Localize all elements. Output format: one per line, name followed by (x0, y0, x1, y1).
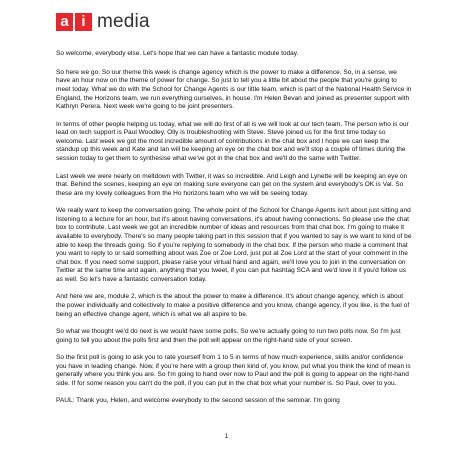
transcript-paragraph: And here we are, module 2, which is the about the power to make a difference. It's about change agency, which is about the power individually and collectively to make a positive difference and you know, change agency, if you like, is the fuel of being an effective change agent, which is what we all aspire to be. (56, 293, 410, 318)
transcript-paragraph: Last week we were nearly on meltdown with Twitter, it was so incredible. And Leigh and Lynette will be keeping an eye on that. Behind the scenes, keeping an eye on making sure everyone can get on the system and everybody's OK is Val. So these are my lovely colleagues from the Ho horizons team who we will be seeing today. (56, 172, 408, 197)
transcript-paragraph: In terms of other people helping us today, what we will do first of all is we will look at our tech team. The person who is our lead on tech support is Paul Woodley. Olly is troubleshooting with Steve. Steve joined us for the first time today so welcome. Last week we got the most incredible amount of contributions in the chat box and I hope we can keep the standup up this week and Kate and Ian will be keeping an eye on the chat box and we'll stop a couple of times during the session today to get them to synthesise what we've got in the chat box and we'll do the same with Twitter. (56, 120, 409, 163)
transcript-body (56, 50, 412, 415)
transcript-paragraph: So here we go. So our theme this week is change agency which is the power to make a difference. So, in a sense, we have an hour now on the theme of power for change. So just to tell you a little bit about the people that you're going to meet today. What we do with the School for Change Agents is our little team, which is part of the National Health Service in England, the Horizons team, we run everything ourselves, in house. I'm Helen Bevan and joined as presenter support with Kathryn Perera. Next week we're going to be joint presenters. (56, 68, 412, 111)
ai-media-logo (56, 11, 150, 33)
page-number: 1 (224, 433, 229, 440)
logo-letter-i: i (75, 13, 92, 31)
logo-letter-a: a (56, 13, 73, 31)
transcript-paragraph: So the first poll is going to ask you to rate yourself from 1 to 5 in terms of how much experience, skills and/or confidence you have in leading change. Now, if you're here with a group then kind of, you know, put what you think the kind of mean is generally where you think you are. So I'm going to hand over now to Paul and the poll is going to appear on the right-hand side. If for some reason you can't do the poll, if you can put in the chat box what your number is. So Paul, over to you. (56, 354, 411, 387)
transcript-paragraph: We really want to keep the conversation going. The whole point of the School for Change Agents isn't about just sitting and listening to a lecture for an hour, but it's about having conversations, it's about having connections. So please use the chat box to contribute. Last week we got an incredible number of ideas and resources from that chat box. I'm going to make it available to everybody. There's so many people taking part in this session that if you wanted to say is we want to kind of be able to keep the threads going. So if you're replying to somebody in the chat box. If the person who made a comment that you want to reply to or said something about was Zoe or Zoe Lord, just put at Zoe Lord at the start of your comment in the chat box. If you need some support, please raise your virtual hand and again, we'll love you to join in the conversation on Twitter at the same time and again, anything that you tweet, if you can put hashtag SCA and we'd love it if you'd follow us as well. So let's have a fantastic conversation today. (56, 207, 412, 283)
transcript-paragraph: So what we thought we'd do next is we would have some polls. So we're actually going to run two polls now. So I'm just going to tell you about the polls first and then the poll will appear on the right-hand side of your screen. (56, 328, 401, 344)
logo-wordmark: media (97, 11, 150, 32)
transcript-paragraph: So welcome, everybody else. Let's hope that we can have a fantastic module today. (56, 50, 299, 57)
transcript-paragraph: PAUL: Thank you, Helen, and welcome everybody to the second session of the seminar. I'm going (56, 397, 340, 405)
